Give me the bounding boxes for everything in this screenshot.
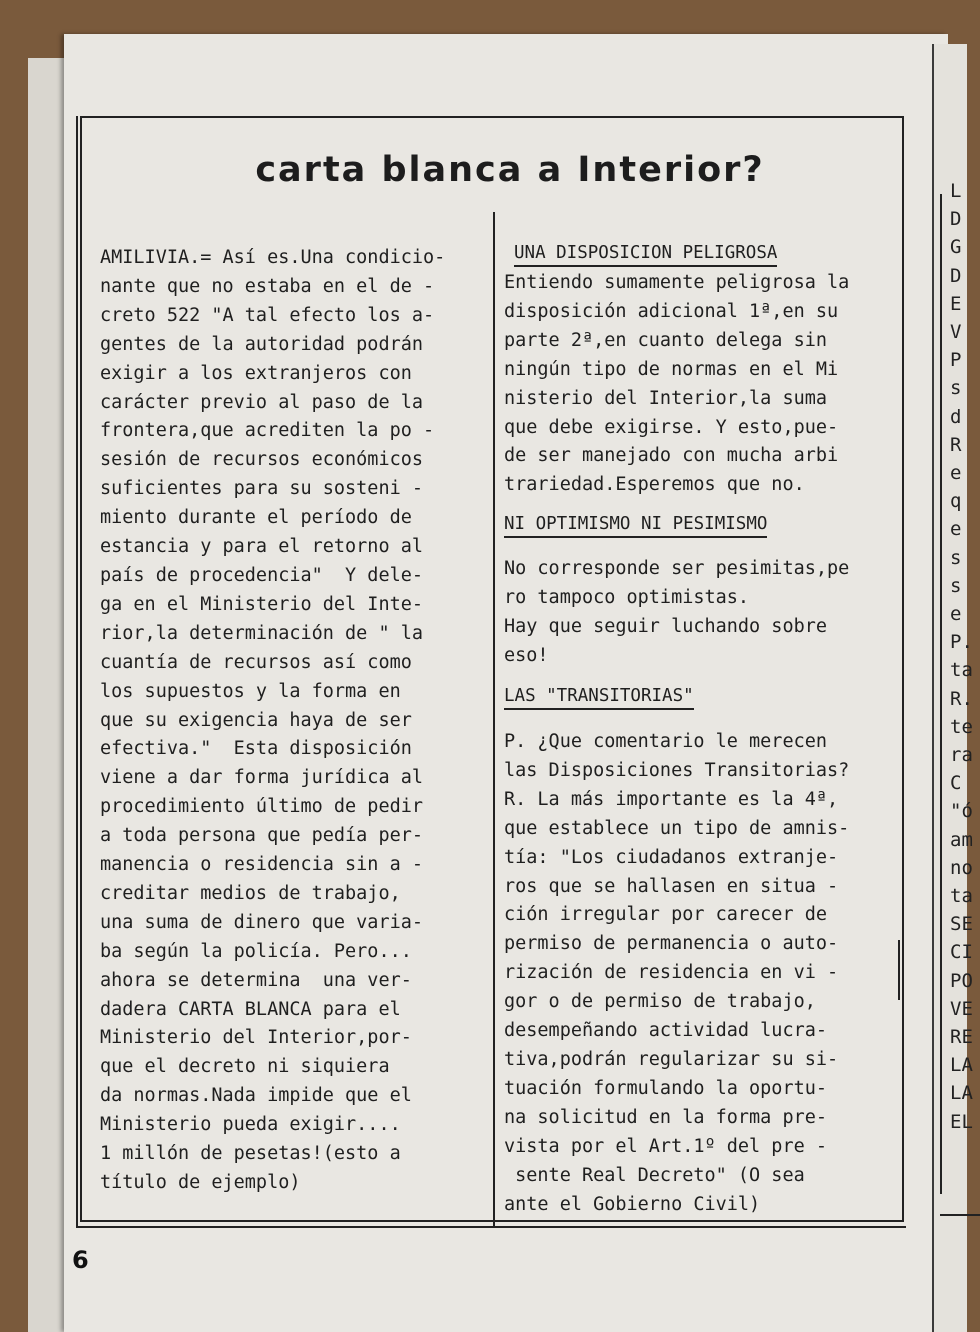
- facing-page-fragment: ra: [950, 744, 973, 766]
- section-line: P. ¿Que comentario le merecen: [504, 731, 828, 752]
- section-line: gor o de permiso de trabajo,: [504, 991, 816, 1013]
- section-line: que debe exigirse. Y esto,pue-: [504, 416, 839, 438]
- left-column-line: miento durante el período de: [100, 507, 412, 529]
- section-line: que establece un tipo de amnis-: [504, 817, 850, 839]
- section-line: ro tampoco optimistas.: [504, 586, 750, 608]
- facing-page-fragment: CI: [950, 941, 973, 964]
- section-line: trariedad.Esperemos que no.: [504, 474, 805, 496]
- left-column-line: estancia y para el retorno al: [100, 536, 424, 558]
- left-column-line: procedimiento último de pedir: [100, 796, 424, 818]
- left-column-line: carácter previo al paso de la: [100, 391, 424, 413]
- column-divider-fragment: [898, 940, 900, 1000]
- section-line: nisterio del Interior,la suma: [504, 387, 828, 409]
- facing-page-fragment: am: [950, 828, 973, 851]
- section-line: sente Real Decreto" (O sea: [504, 1164, 805, 1186]
- facing-page-fragment: PO: [950, 969, 973, 992]
- facing-page-fragment: ta: [950, 885, 973, 907]
- left-column-line: título de ejemplo): [100, 1172, 301, 1193]
- facing-page-edge: [932, 44, 973, 1332]
- facing-page-fragment: R: [950, 433, 962, 456]
- facing-page-frame-line: [940, 194, 942, 1194]
- section-body: [504, 269, 849, 500]
- facing-page-fragment: R.: [950, 687, 973, 710]
- facing-page-fragment: P.: [950, 631, 973, 654]
- section-line: ningún tipo de normas en el Mi: [504, 358, 839, 380]
- left-column-line: país de procedencia" Y dele-: [100, 564, 424, 586]
- section-heading: NI OPTIMISMO NI PESIMISMO: [504, 514, 767, 538]
- facing-page-fragment: L: [950, 180, 962, 202]
- left-column-line: 1 millón de pesetas!(esto a: [100, 1143, 401, 1165]
- left-column-line: ahora se determina una ver-: [100, 969, 412, 991]
- section-line: Hay que seguir luchando sobre: [504, 615, 828, 637]
- left-column-line: da normas.Nada impide que el: [100, 1085, 412, 1107]
- left-column-line: cuantía de recursos así como: [100, 651, 412, 673]
- section-line: de ser manejado con mucha arbi: [504, 445, 839, 467]
- section-body: [504, 728, 849, 1219]
- section-line: Entiendo sumamente peligrosa la: [504, 272, 850, 293]
- section-line: rización de residencia en vi -: [504, 962, 839, 984]
- left-margin-line: [76, 116, 78, 1228]
- facing-page-fragment: no: [950, 856, 973, 879]
- section-line: ción irregular por carecer de: [504, 904, 828, 926]
- section-heading: UNA DISPOSICION PELIGROSA: [514, 243, 777, 267]
- section-line: ros que se hallasen en situa -: [504, 875, 839, 897]
- left-column-line: sesión de recursos económicos: [100, 449, 424, 471]
- left-column-line: rior,la determinación de " la: [100, 622, 424, 644]
- facing-page-fragment: V: [950, 321, 962, 343]
- section-line: ante el Gobierno Civil): [504, 1193, 761, 1215]
- facing-page-fragment: e: [950, 462, 962, 484]
- facing-page-fragment: e: [950, 603, 962, 625]
- left-column-line: Ministerio del Interior,por-: [100, 1027, 412, 1049]
- section-line: permiso de permanencia o auto-: [504, 933, 839, 955]
- left-column-line: creditar medios de trabajo,: [100, 882, 401, 904]
- facing-page-fragment: "ó: [950, 800, 973, 823]
- facing-page-fragment: q: [950, 490, 962, 513]
- left-column-line: gentes de la autoridad podrán: [100, 333, 424, 355]
- left-column-line: que su exigencia haya de ser: [100, 709, 412, 731]
- left-column-line: exigir a los extranjeros con: [100, 362, 412, 384]
- section-line: disposición adicional 1ª,en su: [504, 300, 839, 322]
- facing-page-fragment: P: [950, 349, 962, 372]
- section-line: eso!: [504, 644, 549, 666]
- facing-page-fragment: D: [950, 264, 962, 287]
- facing-page-fragment: RE: [950, 1026, 973, 1048]
- facing-page-bottom-line: [940, 1214, 980, 1216]
- facing-page-fragment: E: [950, 292, 962, 315]
- facing-page-fragment: VE: [950, 997, 973, 1020]
- facing-page-fragment: ta: [950, 659, 973, 682]
- facing-page-fragment: G: [950, 236, 962, 259]
- section-line: vista por el Art.1º del pre -: [504, 1135, 828, 1157]
- bottom-rule: [76, 1226, 906, 1228]
- left-column-line: los supuestos y la forma en: [100, 680, 401, 702]
- section-line: R. La más importante es la 4ª,: [504, 788, 839, 810]
- left-column-line: ga en el Ministerio del Inte-: [100, 593, 424, 615]
- section-body: [504, 555, 849, 671]
- facing-page-fragment: EL: [950, 1110, 973, 1133]
- page-number: 6: [72, 1246, 89, 1274]
- facing-page-fragment: LA: [950, 1054, 973, 1077]
- facing-page-fragment: D: [950, 208, 962, 231]
- column-divider: [493, 212, 495, 1226]
- left-column-line: Ministerio pueda exigir....: [100, 1114, 401, 1136]
- section-line: No corresponde ser pesimitas,pe: [504, 558, 850, 579]
- left-column-line: que el decreto ni siquiera: [100, 1056, 390, 1078]
- section-line: na solicitud en la forma pre-: [504, 1106, 828, 1128]
- facing-page-fragment: LA: [950, 1082, 973, 1105]
- section-line: las Disposiciones Transitorias?: [504, 759, 850, 781]
- facing-page-fragment: d: [950, 405, 962, 428]
- facing-page-fragment: s: [950, 574, 962, 597]
- left-column-line: ba según la policía. Pero...: [100, 940, 412, 962]
- left-column-line: nante que no estaba en el de -: [100, 275, 435, 297]
- facing-page-fragment: C: [950, 772, 962, 795]
- left-column-line: una suma de dinero que varia-: [100, 911, 424, 933]
- left-column-line: a toda persona que pedía per-: [100, 825, 424, 847]
- left-column-line: AMILIVIA.= Así es.Una condicio-: [100, 247, 446, 268]
- left-column-line: efectiva." Esta disposición: [100, 738, 412, 760]
- article-title: carta blanca a Interior?: [255, 150, 765, 190]
- left-column-text: [100, 244, 445, 1198]
- section-heading: LAS "TRANSITORIAS": [504, 686, 694, 710]
- facing-page-fragment: e: [950, 518, 962, 541]
- section-line: tuación formulando la oportu-: [504, 1077, 828, 1099]
- left-column-line: dadera CARTA BLANCA para el: [100, 998, 401, 1020]
- left-column-line: creto 522 "A tal efecto los a-: [100, 304, 435, 326]
- facing-page-fragment: s: [950, 377, 962, 400]
- facing-page-fragment: SE: [950, 913, 973, 936]
- left-column-line: suficientes para su sosteni -: [100, 478, 424, 500]
- facing-page-fragment: te: [950, 715, 973, 738]
- facing-page-fragment: s: [950, 546, 962, 569]
- left-column-line: manencia o residencia sin a -: [100, 854, 424, 876]
- left-column-line: frontera,que acrediten la po -: [100, 420, 435, 442]
- section-line: tiva,podrán regularizar su si-: [504, 1048, 839, 1070]
- section-line: parte 2ª,en cuanto delega sin: [504, 329, 828, 351]
- left-column-line: viene a dar forma jurídica al: [100, 767, 424, 789]
- section-line: tía: "Los ciudadanos extranje-: [504, 846, 839, 868]
- section-line: desempeñando actividad lucra-: [504, 1020, 828, 1042]
